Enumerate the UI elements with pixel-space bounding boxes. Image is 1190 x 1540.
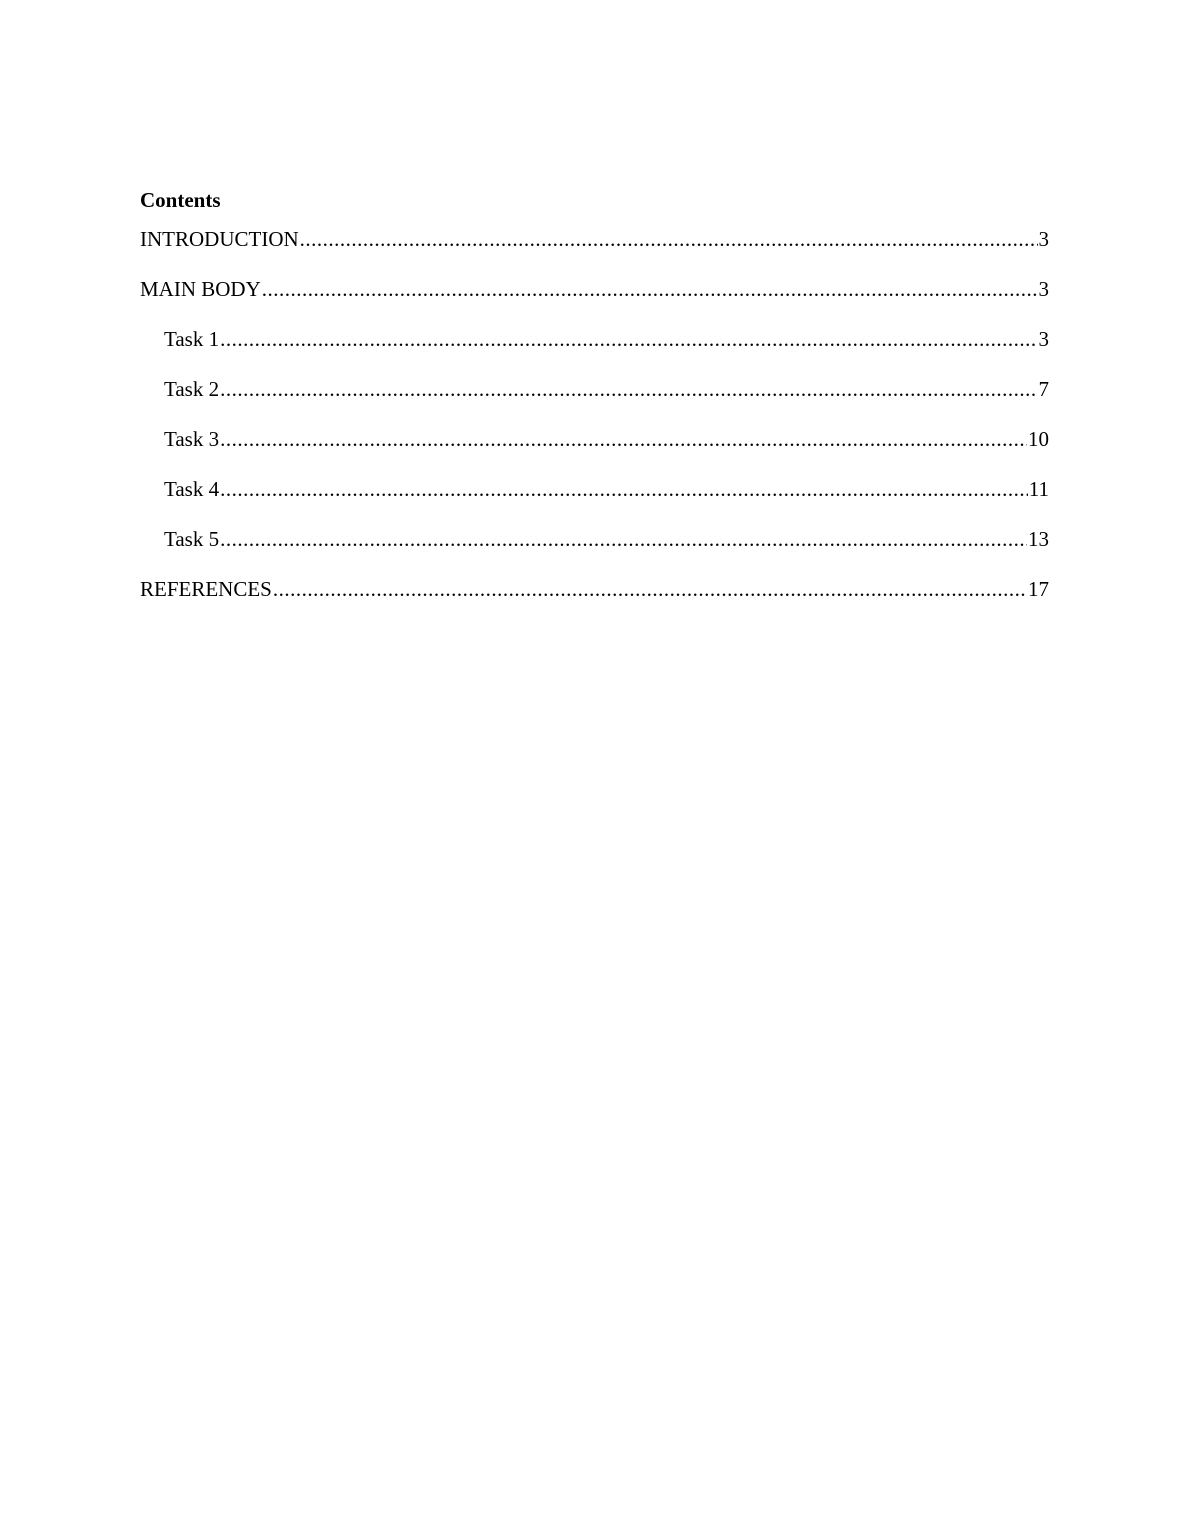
toc-page-number: 13 — [1028, 527, 1049, 551]
toc-list — [140, 226, 1049, 602]
toc-dot-leader — [300, 226, 1038, 252]
toc-page-number: 11 — [1028, 477, 1049, 501]
toc-page-number: 3 — [1038, 227, 1049, 251]
toc-entry-introduction[interactable] — [140, 226, 1049, 252]
toc-entry-label: INTRODUCTION — [140, 227, 299, 251]
toc-entry-label: REFERENCES — [140, 577, 272, 601]
toc-entry-label: Task 3 — [164, 427, 220, 451]
table-of-contents — [140, 186, 1049, 626]
toc-entry-label: Task 4 — [164, 477, 220, 501]
toc-entry-task-2[interactable] — [140, 376, 1049, 402]
toc-entry-label: Task 2 — [164, 377, 220, 401]
toc-entry-label: Task 1 — [164, 327, 220, 351]
toc-page-number: 7 — [1038, 377, 1049, 401]
toc-entry-task-3[interactable] — [140, 426, 1049, 452]
toc-entry-task-1[interactable] — [140, 326, 1049, 352]
toc-dot-leader — [273, 576, 1027, 602]
toc-dot-leader — [220, 376, 1037, 402]
toc-page-number: 3 — [1038, 327, 1049, 351]
toc-page-number: 3 — [1038, 277, 1049, 301]
toc-dot-leader — [220, 426, 1027, 452]
toc-page-number: 10 — [1028, 427, 1049, 451]
toc-heading: Contents — [140, 188, 221, 212]
toc-entry-label: MAIN BODY — [140, 277, 261, 301]
toc-dot-leader — [262, 276, 1038, 302]
toc-entry-label: Task 5 — [164, 527, 220, 551]
toc-dot-leader — [220, 526, 1027, 552]
toc-entry-main-body[interactable] — [140, 276, 1049, 302]
toc-entry-task-4[interactable] — [140, 476, 1049, 502]
toc-entry-task-5[interactable] — [140, 526, 1049, 552]
toc-page-number: 17 — [1028, 577, 1049, 601]
toc-entry-references[interactable] — [140, 576, 1049, 602]
toc-dot-leader — [220, 476, 1028, 502]
toc-dot-leader — [220, 326, 1037, 352]
